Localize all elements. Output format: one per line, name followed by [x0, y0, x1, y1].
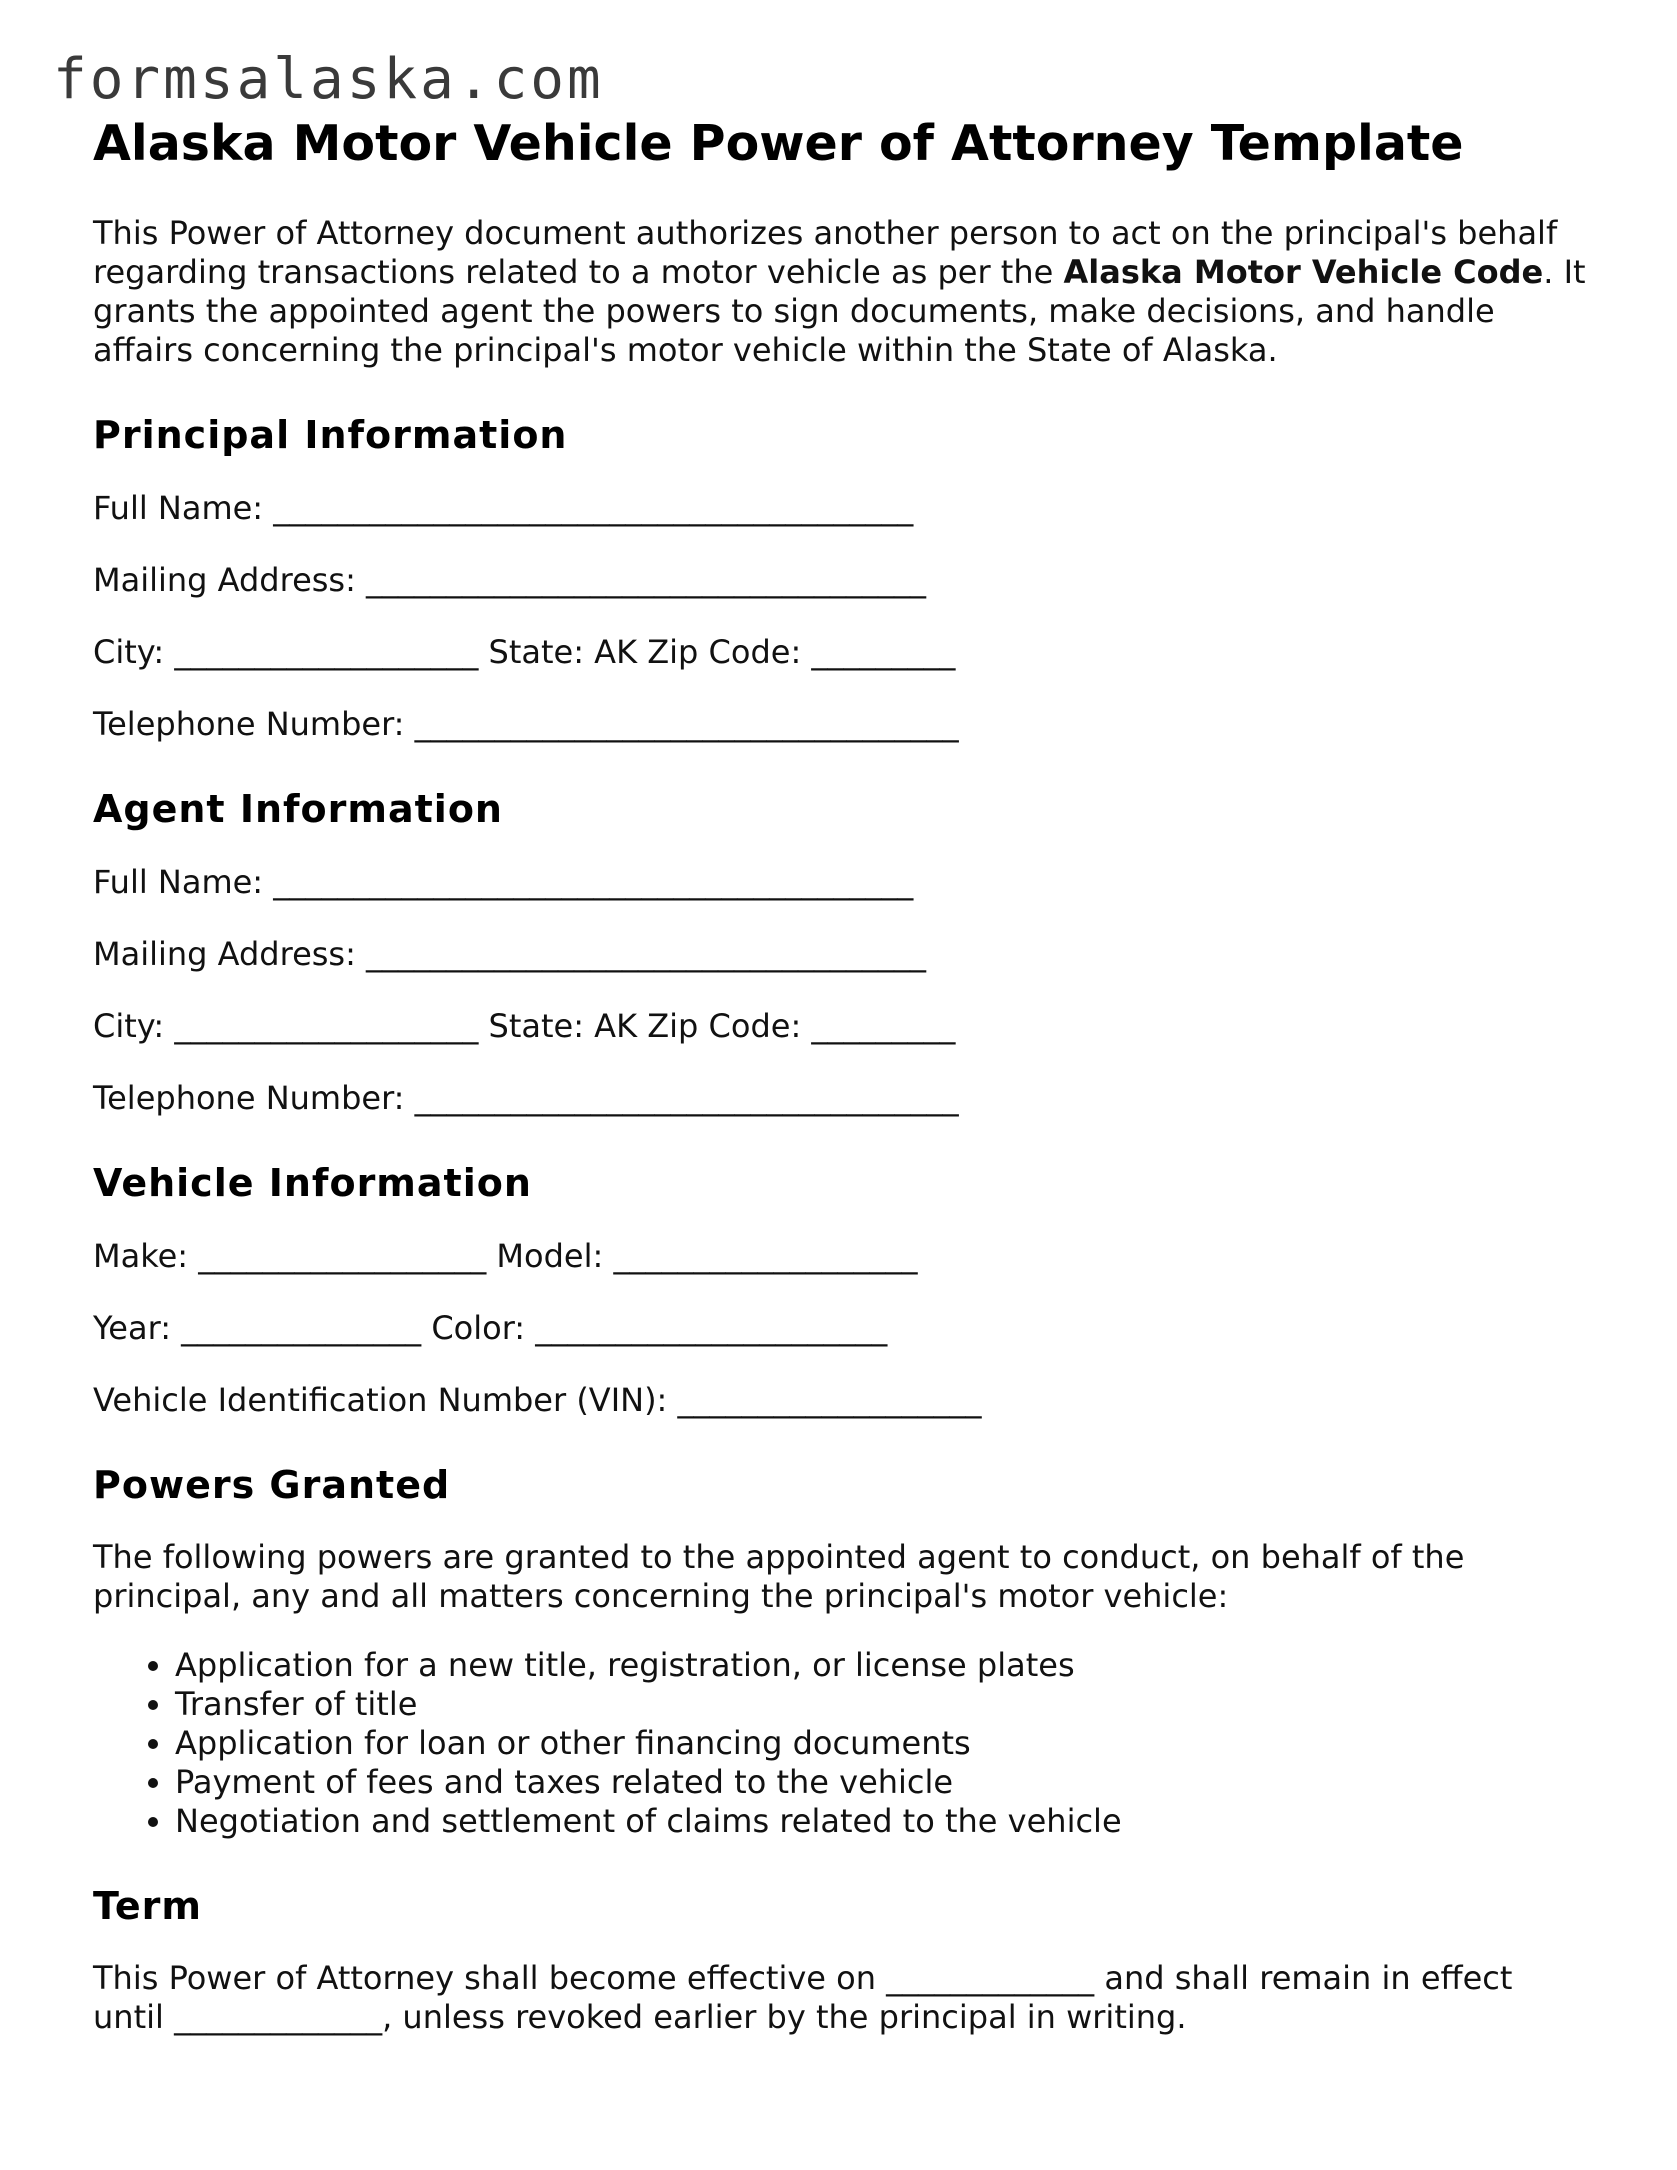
principal-city-state-zip-field[interactable]: City: ___________________ State: AK Zip Code: _________	[93, 633, 956, 671]
vehicle-make-model-field[interactable]: Make: __________________ Model: ___________________	[93, 1237, 918, 1275]
list-item: • Application for a new title, registration, or license plates	[175, 1646, 1593, 1685]
term-heading: Term	[93, 1884, 202, 1928]
principal-telephone-field[interactable]: Telephone Number: __________________________________	[93, 705, 959, 743]
principal-mailing-address-field[interactable]: Mailing Address: ___________________________________	[93, 561, 927, 599]
powers-heading: Powers Granted	[93, 1463, 451, 1507]
list-item: • Application for loan or other financing documents	[175, 1724, 1593, 1763]
powers-list	[93, 1646, 1593, 1841]
powers-intro: The following powers are granted to the appointed agent to conduct, on behalf of the principal, any and all matters concerning the principal's motor vehicle:	[93, 1538, 1465, 1615]
agent-city-state-zip-field[interactable]: City: ___________________ State: AK Zip Code: _________	[93, 1007, 956, 1045]
principal-heading: Principal Information	[93, 413, 568, 457]
term-paragraph: This Power of Attorney shall become effective on _____________ and shall remain in effect until _____________, unless revoked earlier by the principal in writing.	[93, 1959, 1513, 2036]
site-watermark: formsalaska.com	[53, 47, 604, 112]
agent-telephone-field[interactable]: Telephone Number: __________________________________	[93, 1079, 959, 1117]
vehicle-heading: Vehicle Information	[93, 1161, 532, 1205]
agent-heading: Agent Information	[93, 787, 503, 831]
principal-full-name-field[interactable]: Full Name: ________________________________________	[93, 489, 914, 527]
intro-text-end: . It grants the appointed agent the powers to sign documents, make decisions, and handle affairs concerning the principal's motor vehicle within the State of Alaska.	[93, 253, 1586, 369]
intro-paragraph	[93, 214, 1593, 370]
intro-bold-code: Alaska Motor Vehicle Code	[1063, 253, 1544, 291]
agent-full-name-field[interactable]: Full Name: ________________________________________	[93, 863, 914, 901]
vehicle-vin-field[interactable]: Vehicle Identification Number (VIN): ___________________	[93, 1381, 982, 1419]
agent-mailing-address-field[interactable]: Mailing Address: ___________________________________	[93, 935, 927, 973]
vehicle-year-color-field[interactable]: Year: _______________ Color: ______________________	[93, 1309, 888, 1347]
intro-text-start: This Power of Attorney document authorizes another person to act on the principal's behalf regarding transactions related to a motor vehicle as per the	[93, 214, 1558, 291]
list-item: • Payment of fees and taxes related to the vehicle	[175, 1763, 1593, 1802]
list-item: • Transfer of title	[175, 1685, 1593, 1724]
document-title: Alaska Motor Vehicle Power of Attorney Template	[93, 115, 1464, 172]
document-page	[93, 112, 1593, 2037]
list-item: • Negotiation and settlement of claims related to the vehicle	[175, 1802, 1593, 1841]
